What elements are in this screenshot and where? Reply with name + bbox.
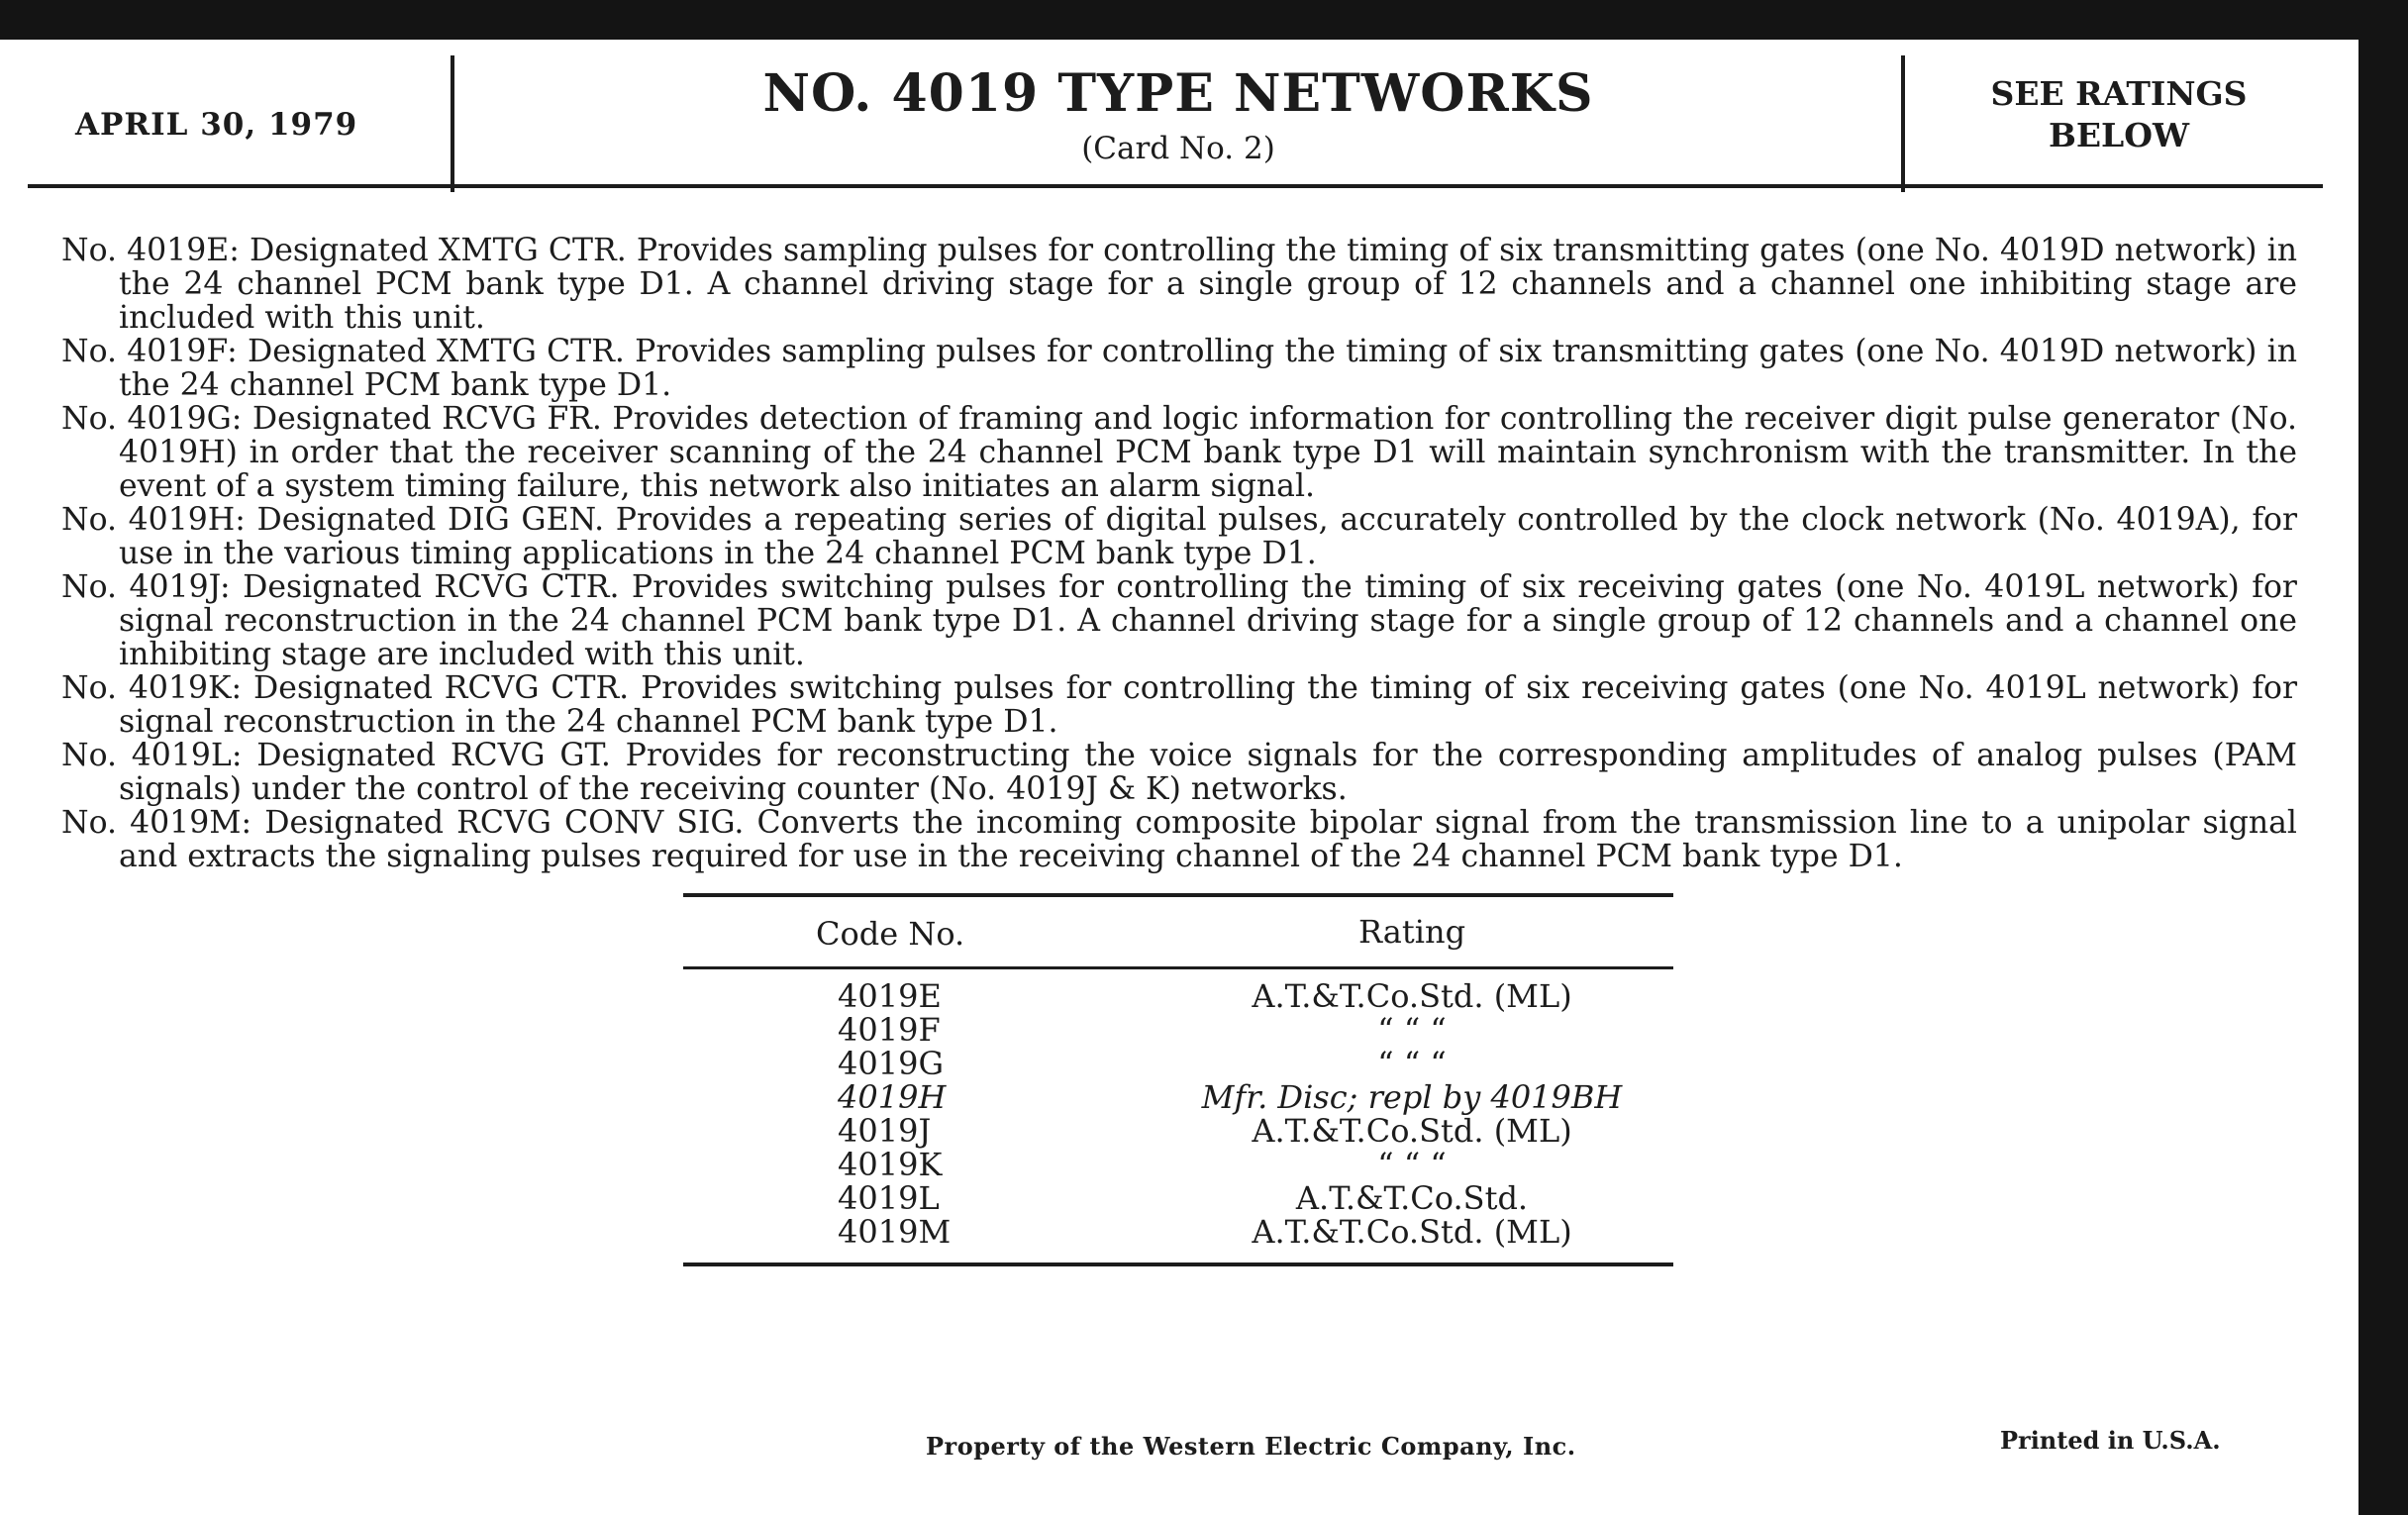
description-4019H: No. 4019H: Designated DIG GEN. Provides a repeating series of digital pulses, accurately controlled by the clock network (No. 4019A), for use in the various timing applications in the 24 channel PCM bank type D1. bbox=[61, 502, 2297, 571]
table-bottom-rule bbox=[683, 1262, 1673, 1266]
table-row bbox=[683, 1148, 1673, 1181]
description-4019E: No. 4019E: Designated XMTG CTR. Provides sampling pulses for controlling the timing of six transmitting gates (one No. 4019D network) in the 24 channel PCM bank type D1. A channel driving stage for a single group of 12 channels and a channel one inhibiting stage are included with this unit. bbox=[61, 233, 2297, 336]
table-row bbox=[683, 1215, 1673, 1249]
table-row bbox=[683, 1080, 1673, 1114]
ratings-note-line2: BELOW bbox=[2048, 116, 2190, 154]
card-number: (Card No. 2) bbox=[1081, 131, 1275, 166]
page-title: NO. 4019 TYPE NETWORKS bbox=[762, 63, 1594, 124]
row-rating: “ “ “ bbox=[1377, 1011, 1447, 1049]
printed-notice: Printed in U.S.A. bbox=[2000, 1426, 2221, 1455]
row-code: 4019K bbox=[838, 1146, 943, 1183]
document-card bbox=[0, 40, 2358, 1515]
table-row bbox=[683, 1013, 1673, 1047]
description-4019J: No. 4019J: Designated RCVG CTR. Provides switching pulses for controlling the timing of six receiving gates (one No. 4019L network) for signal reconstruction in the 24 channel PCM bank type D1. A channel driving stage for a single group of 12 channels and a channel one inhibiting stage are included with this unit. bbox=[61, 569, 2297, 672]
row-rating: A.T.&T.Co.Std. bbox=[1295, 1179, 1529, 1217]
network-descriptions bbox=[61, 234, 2297, 873]
header-divider-left bbox=[451, 55, 454, 192]
header-divider-right bbox=[1901, 55, 1905, 192]
table-header bbox=[683, 897, 1673, 966]
row-rating: A.T.&T.Co.Std. (ML) bbox=[1252, 1112, 1572, 1150]
row-code: 4019H bbox=[838, 1078, 947, 1116]
row-code: 4019E bbox=[838, 977, 942, 1015]
row-code: 4019M bbox=[838, 1213, 952, 1251]
property-notice: Property of the Western Electric Company, Inc. bbox=[926, 1432, 1576, 1461]
description-4019F: No. 4019F: Designated XMTG CTR. Provides sampling pulses for controlling the timing of six transmitting gates (one No. 4019D network) in the 24 channel PCM bank type D1. bbox=[61, 334, 2297, 403]
table-row bbox=[683, 1047, 1673, 1080]
header-rule bbox=[28, 184, 2323, 188]
row-rating: “ “ “ bbox=[1377, 1146, 1447, 1183]
ratings-table bbox=[683, 893, 1673, 1266]
table-row bbox=[683, 1114, 1673, 1148]
row-rating: “ “ “ bbox=[1377, 1045, 1447, 1082]
row-rating: A.T.&T.Co.Std. (ML) bbox=[1252, 977, 1572, 1015]
description-4019M: No. 4019M: Designated RCVG CONV SIG. Converts the incoming composite bipolar signal from the transmission line to a unipolar signal and extracts the signaling pulses required for use in the receiving channel of the 24 channel PCM bank type D1. bbox=[61, 805, 2297, 874]
column-header-code: Code No. bbox=[816, 915, 965, 953]
table-row bbox=[683, 1181, 1673, 1215]
description-4019K: No. 4019K: Designated RCVG CTR. Provides switching pulses for controlling the timing of six receiving gates (one No. 4019L network) for signal reconstruction in the 24 channel PCM bank type D1. bbox=[61, 670, 2297, 740]
issue-date: APRIL 30, 1979 bbox=[75, 107, 358, 143]
description-4019L: No. 4019L: Designated RCVG GT. Provides for reconstructing the voice signals for the corresponding amplitudes of analog pulses (PAM signals) under the control of the receiving counter (No. 4019J & K) networks. bbox=[61, 738, 2297, 807]
row-code: 4019L bbox=[838, 1179, 940, 1217]
ratings-note bbox=[1911, 73, 2327, 156]
column-header-rating: Rating bbox=[1357, 913, 1466, 951]
row-code: 4019F bbox=[838, 1011, 941, 1049]
row-code: 4019G bbox=[838, 1045, 944, 1082]
table-row bbox=[683, 979, 1673, 1013]
description-4019G: No. 4019G: Designated RCVG FR. Provides detection of framing and logic information for controlling the receiver digit pulse generator (No. 4019H) in order that the receiver scanning of the 24 channel PCM bank type D1 will maintain synchronism with the transmitter. In the event of a system timing failure, this network also initiates an alarm signal. bbox=[61, 401, 2297, 504]
scan-border bbox=[2358, 0, 2408, 1515]
row-rating: Mfr. Disc; repl by 4019BH bbox=[1201, 1078, 1623, 1116]
ratings-note-line1: SEE RATINGS bbox=[1990, 74, 2248, 113]
row-rating: A.T.&T.Co.Std. (ML) bbox=[1252, 1213, 1572, 1251]
row-code: 4019J bbox=[838, 1112, 932, 1150]
table-body bbox=[683, 969, 1673, 1262]
